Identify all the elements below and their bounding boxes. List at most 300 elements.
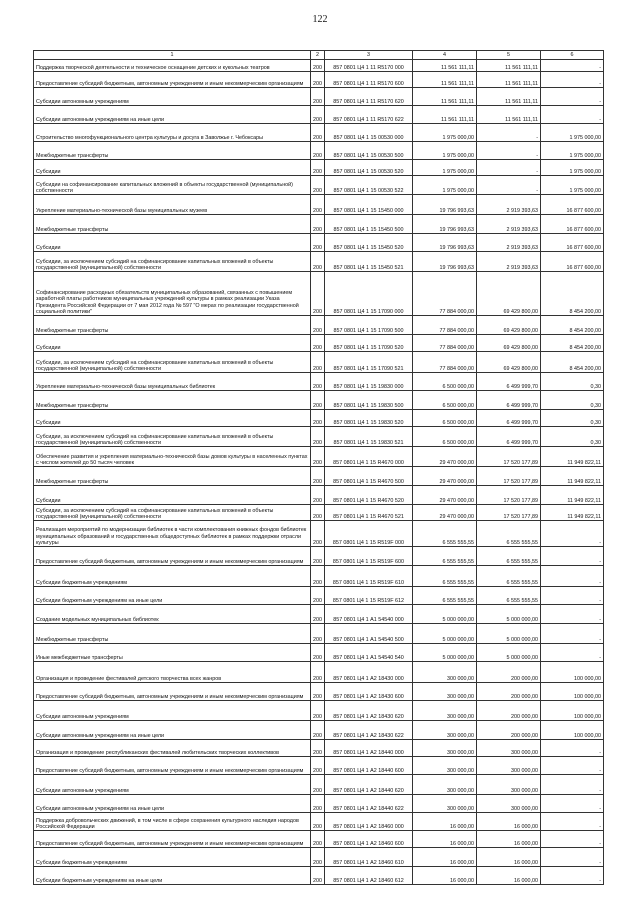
row-amount-col4: 77 884 000,00 — [413, 352, 477, 373]
row-amount-col5: 5 000 000,00 — [477, 605, 541, 624]
row-description: Организация и проведение республиканских фестивалей любительских творческих коллективов — [34, 740, 311, 757]
row-classification-code: 857 0801 Ц4 1 A1 54540 000 — [325, 605, 413, 624]
page-number: 122 — [312, 14, 328, 25]
row-section-code: 200 — [311, 624, 325, 644]
row-amount-col6: 0,30 — [541, 427, 604, 447]
row-amount-col6: - — [541, 740, 604, 757]
row-description: Организация и проведение фестивалей детского творчества всех жанров — [34, 662, 311, 683]
row-amount-col4: 16 000,00 — [413, 867, 477, 885]
table-row — [34, 124, 604, 142]
row-amount-col4: 300 000,00 — [413, 721, 477, 740]
table-body — [34, 60, 604, 885]
row-classification-code: 857 0801 Ц4 1 A2 18460 000 — [325, 813, 413, 831]
row-classification-code: 857 0801 Ц4 1 15 00530 522 — [325, 176, 413, 195]
row-classification-code: 857 0801 Ц4 1 A2 18440 600 — [325, 757, 413, 775]
row-amount-col6: - — [541, 644, 604, 662]
row-amount-col6: 100 000,00 — [541, 683, 604, 701]
row-classification-code: 857 0801 Ц4 1 15 R519F 600 — [325, 547, 413, 566]
row-description: Субсидии на софинансирование капитальных вложений в объекты государственной (муниципальной) собственности — [34, 176, 311, 195]
row-amount-col4: 19 796 993,63 — [413, 252, 477, 272]
row-section-code: 200 — [311, 848, 325, 867]
table-row — [34, 60, 604, 72]
row-description: Субсидии, за исключением субсидий на софинансирование капитальных вложений в объекты государственной (муниципальной) собственности — [34, 352, 311, 373]
row-amount-col6: 16 877 600,00 — [541, 252, 604, 272]
row-amount-col4: 29 470 000,00 — [413, 447, 477, 467]
row-amount-col6: 16 877 600,00 — [541, 234, 604, 252]
row-amount-col6: - — [541, 72, 604, 88]
table-row — [34, 252, 604, 272]
row-classification-code: 857 0801 Ц4 1 15 19830 520 — [325, 410, 413, 427]
table-row — [34, 813, 604, 831]
table-row — [34, 605, 604, 624]
row-classification-code: 857 0801 Ц4 1 15 19830 000 — [325, 373, 413, 391]
row-amount-col6: - — [541, 60, 604, 72]
table-row — [34, 740, 604, 757]
row-description: Реализация мероприятий по модернизации библиотек в части комплектования книжных фондов библиотек муниципальных образований и государственных общедоступных библиотек в рамках поддержки отрасли культуры — [34, 521, 311, 547]
row-section-code: 200 — [311, 447, 325, 467]
row-description: Межбюджетные трансферты — [34, 391, 311, 410]
row-classification-code: 857 0801 Ц4 1 15 R519F 610 — [325, 566, 413, 587]
row-description: Иные межбюджетные трансферты — [34, 644, 311, 662]
row-amount-col4: 6 500 000,00 — [413, 391, 477, 410]
row-amount-col5: 11 561 111,11 — [477, 60, 541, 72]
row-section-code: 200 — [311, 316, 325, 335]
table-row — [34, 662, 604, 683]
row-section-code: 200 — [311, 831, 325, 848]
row-amount-col5: 6 555 555,55 — [477, 547, 541, 566]
row-description: Обеспечение развития и укрепления материально-технической базы домов культуры в населенных пунктах с числом жителей до 50 тысяч человек — [34, 447, 311, 467]
row-amount-col6: - — [541, 813, 604, 831]
row-section-code: 200 — [311, 335, 325, 352]
row-section-code: 200 — [311, 160, 325, 176]
table-row — [34, 391, 604, 410]
row-section-code: 200 — [311, 701, 325, 721]
row-amount-col6: - — [541, 605, 604, 624]
column-header-3: 3 — [325, 51, 413, 60]
row-section-code: 200 — [311, 521, 325, 547]
row-amount-col4: 19 796 993,63 — [413, 195, 477, 215]
table-row — [34, 624, 604, 644]
row-amount-col6: 0,30 — [541, 391, 604, 410]
row-amount-col5: 16 000,00 — [477, 867, 541, 885]
row-amount-col6: - — [541, 867, 604, 885]
row-amount-col4: 77 884 000,00 — [413, 272, 477, 316]
table-row — [34, 352, 604, 373]
budget-table — [33, 50, 604, 885]
row-amount-col5: 200 000,00 — [477, 683, 541, 701]
row-amount-col5: 300 000,00 — [477, 740, 541, 757]
table-row — [34, 775, 604, 795]
row-amount-col4: 29 470 000,00 — [413, 467, 477, 486]
row-amount-col5: 16 000,00 — [477, 831, 541, 848]
row-section-code: 200 — [311, 60, 325, 72]
row-description: Субсидии бюджетным учреждениям на иные цели — [34, 867, 311, 885]
row-amount-col6: - — [541, 521, 604, 547]
row-amount-col4: 19 796 993,63 — [413, 215, 477, 234]
row-classification-code: 857 0801 Ц4 1 A2 18430 620 — [325, 701, 413, 721]
row-classification-code: 857 0801 Ц4 1 15 R4670 520 — [325, 486, 413, 505]
row-amount-col6: - — [541, 88, 604, 106]
row-amount-col6: 16 877 600,00 — [541, 195, 604, 215]
row-classification-code: 857 0801 Ц4 1 A1 54540 500 — [325, 624, 413, 644]
row-amount-col4: 11 561 111,11 — [413, 106, 477, 124]
table-row — [34, 867, 604, 885]
row-amount-col6: 1 975 000,00 — [541, 124, 604, 142]
row-amount-col4: 77 884 000,00 — [413, 316, 477, 335]
row-amount-col5: 6 555 555,55 — [477, 521, 541, 547]
row-amount-col4: 300 000,00 — [413, 701, 477, 721]
row-amount-col5: 11 561 111,11 — [477, 88, 541, 106]
row-classification-code: 857 0801 Ц4 1 A2 18440 620 — [325, 775, 413, 795]
row-amount-col4: 11 561 111,11 — [413, 60, 477, 72]
row-description: Субсидии автономным учреждениям — [34, 88, 311, 106]
row-amount-col5: 17 520 177,89 — [477, 486, 541, 505]
column-header-6: 6 — [541, 51, 604, 60]
table-row — [34, 335, 604, 352]
table-row — [34, 176, 604, 195]
row-section-code: 200 — [311, 721, 325, 740]
row-amount-col6: 8 454 200,00 — [541, 335, 604, 352]
row-section-code: 200 — [311, 547, 325, 566]
row-classification-code: 857 0801 Ц4 1 11 R5170 600 — [325, 72, 413, 88]
row-section-code: 200 — [311, 486, 325, 505]
row-amount-col6: 11 949 822,11 — [541, 505, 604, 521]
row-section-code: 200 — [311, 391, 325, 410]
row-amount-col6: 11 949 822,11 — [541, 486, 604, 505]
row-classification-code: 857 0801 Ц4 1 15 R4670 000 — [325, 447, 413, 467]
row-classification-code: 857 0801 Ц4 1 A2 18430 000 — [325, 662, 413, 683]
row-classification-code: 857 0801 Ц4 1 15 15450 000 — [325, 195, 413, 215]
row-amount-col5: 69 429 800,00 — [477, 352, 541, 373]
row-classification-code: 857 0801 Ц4 1 15 17090 000 — [325, 272, 413, 316]
table-row — [34, 106, 604, 124]
row-section-code: 200 — [311, 176, 325, 195]
row-description: Предоставление субсидий бюджетным, автономным учреждениям и иным некоммерческим организациям — [34, 547, 311, 566]
row-amount-col4: 6 555 555,55 — [413, 566, 477, 587]
row-amount-col4: 29 470 000,00 — [413, 486, 477, 505]
table-row — [34, 644, 604, 662]
row-section-code: 200 — [311, 215, 325, 234]
row-section-code: 200 — [311, 234, 325, 252]
row-amount-col5: 6 555 555,55 — [477, 566, 541, 587]
row-amount-col4: 19 796 993,63 — [413, 234, 477, 252]
row-description: Субсидии автономным учреждениям — [34, 701, 311, 721]
row-amount-col5: 17 520 177,89 — [477, 447, 541, 467]
row-section-code: 200 — [311, 142, 325, 160]
row-description: Субсидии, за исключением субсидий на софинансирование капитальных вложений в объекты государственной (муниципальной) собственности — [34, 427, 311, 447]
row-amount-col6: 1 975 000,00 — [541, 142, 604, 160]
table-row — [34, 757, 604, 775]
row-amount-col5: 6 499 999,70 — [477, 391, 541, 410]
row-description: Субсидии — [34, 234, 311, 252]
row-amount-col5: 2 919 393,63 — [477, 234, 541, 252]
row-amount-col4: 300 000,00 — [413, 662, 477, 683]
row-section-code: 200 — [311, 683, 325, 701]
table-row — [34, 88, 604, 106]
row-classification-code: 857 0801 Ц4 1 11 R5170 622 — [325, 106, 413, 124]
row-description: Межбюджетные трансферты — [34, 467, 311, 486]
row-amount-col6: - — [541, 624, 604, 644]
row-section-code: 200 — [311, 605, 325, 624]
row-section-code: 200 — [311, 373, 325, 391]
row-section-code: 200 — [311, 867, 325, 885]
row-section-code: 200 — [311, 795, 325, 813]
row-amount-col4: 29 470 000,00 — [413, 505, 477, 521]
column-header-1: 1 — [34, 51, 311, 60]
row-amount-col6: 8 454 200,00 — [541, 272, 604, 316]
row-section-code: 200 — [311, 352, 325, 373]
row-description: Предоставление субсидий бюджетным, автономным учреждениям и иным некоммерческим организациям — [34, 831, 311, 848]
row-classification-code: 857 0801 Ц4 1 15 00530 520 — [325, 160, 413, 176]
row-amount-col6: 100 000,00 — [541, 662, 604, 683]
row-amount-col5: 16 000,00 — [477, 813, 541, 831]
table-row — [34, 195, 604, 215]
table-row — [34, 142, 604, 160]
row-section-code: 200 — [311, 72, 325, 88]
row-description: Субсидии, за исключением субсидий на софинансирование капитальных вложений в объекты государственной (муниципальной) собственности — [34, 252, 311, 272]
row-amount-col5: - — [477, 176, 541, 195]
table-row — [34, 447, 604, 467]
row-description: Укрепление материально-технической базы муниципальных музеев — [34, 195, 311, 215]
row-amount-col4: 6 500 000,00 — [413, 427, 477, 447]
row-amount-col4: 1 975 000,00 — [413, 142, 477, 160]
row-description: Субсидии автономным учреждениям на иные цели — [34, 106, 311, 124]
table-row — [34, 215, 604, 234]
row-section-code: 200 — [311, 813, 325, 831]
row-section-code: 200 — [311, 644, 325, 662]
table-row — [34, 848, 604, 867]
row-amount-col4: 6 555 555,55 — [413, 521, 477, 547]
row-amount-col4: 300 000,00 — [413, 795, 477, 813]
row-description: Субсидии, за исключением субсидий на софинансирование капитальных вложений в объекты государственной (муниципальной) собственности — [34, 505, 311, 521]
row-amount-col5: 300 000,00 — [477, 775, 541, 795]
row-amount-col6: 11 949 822,11 — [541, 447, 604, 467]
row-amount-col4: 5 000 000,00 — [413, 605, 477, 624]
row-amount-col4: 5 000 000,00 — [413, 624, 477, 644]
row-amount-col6: - — [541, 106, 604, 124]
table-row — [34, 505, 604, 521]
row-amount-col4: 6 500 000,00 — [413, 373, 477, 391]
row-classification-code: 857 0801 Ц4 1 15 19830 500 — [325, 391, 413, 410]
row-amount-col5: - — [477, 124, 541, 142]
row-description: Субсидии автономным учреждениям — [34, 775, 311, 795]
row-section-code: 200 — [311, 124, 325, 142]
row-classification-code: 857 0801 Ц4 1 A2 18460 600 — [325, 831, 413, 848]
row-description: Субсидии — [34, 335, 311, 352]
row-amount-col5: 6 499 999,70 — [477, 427, 541, 447]
column-header-2: 2 — [311, 51, 325, 60]
row-description: Создание модельных муниципальных библиотек — [34, 605, 311, 624]
row-description: Субсидии автономным учреждениям на иные цели — [34, 721, 311, 740]
row-classification-code: 857 0801 Ц4 1 15 15450 520 — [325, 234, 413, 252]
row-section-code: 200 — [311, 757, 325, 775]
row-classification-code: 857 0801 Ц4 1 15 19830 521 — [325, 427, 413, 447]
row-amount-col6: 8 454 200,00 — [541, 352, 604, 373]
row-classification-code: 857 0801 Ц4 1 A1 54540 540 — [325, 644, 413, 662]
table-row — [34, 410, 604, 427]
row-amount-col6: - — [541, 831, 604, 848]
row-amount-col4: 16 000,00 — [413, 848, 477, 867]
row-section-code: 200 — [311, 587, 325, 605]
row-section-code: 200 — [311, 566, 325, 587]
row-classification-code: 857 0801 Ц4 1 15 17090 521 — [325, 352, 413, 373]
row-amount-col5: 6 499 999,70 — [477, 373, 541, 391]
row-amount-col4: 1 975 000,00 — [413, 176, 477, 195]
row-classification-code: 857 0801 Ц4 1 15 R4670 521 — [325, 505, 413, 521]
row-amount-col5: - — [477, 160, 541, 176]
row-classification-code: 857 0801 Ц4 1 A2 18430 622 — [325, 721, 413, 740]
row-amount-col5: 69 429 800,00 — [477, 272, 541, 316]
row-section-code: 200 — [311, 88, 325, 106]
row-amount-col5: 200 000,00 — [477, 721, 541, 740]
row-amount-col6: 1 975 000,00 — [541, 176, 604, 195]
row-description: Межбюджетные трансферты — [34, 624, 311, 644]
row-amount-col5: 11 561 111,11 — [477, 72, 541, 88]
table-row — [34, 831, 604, 848]
row-description: Софинансирование расходных обязательств муниципальных образований, связанных с повышением заработной платы работников муниципальных учреждений культуры в рамках реализации Указа Президента Российской Федерации от 7 мая 2012 года № 597 "О мерах по реализации государственной социальной политики" — [34, 272, 311, 316]
row-amount-col4: 6 500 000,00 — [413, 410, 477, 427]
row-section-code: 200 — [311, 410, 325, 427]
row-amount-col5: 300 000,00 — [477, 757, 541, 775]
row-description: Поддержка добровольческих движений, в том числе в сфере сохранения культурного наследия народов Российской Федерации — [34, 813, 311, 831]
row-classification-code: 857 0801 Ц4 1 A2 18430 600 — [325, 683, 413, 701]
row-description: Межбюджетные трансферты — [34, 142, 311, 160]
row-amount-col4: 16 000,00 — [413, 831, 477, 848]
row-amount-col4: 300 000,00 — [413, 757, 477, 775]
table-row — [34, 272, 604, 316]
table-row — [34, 566, 604, 587]
row-amount-col5: 11 561 111,11 — [477, 106, 541, 124]
row-classification-code: 857 0801 Ц4 1 15 17090 500 — [325, 316, 413, 335]
table-row — [34, 795, 604, 813]
row-amount-col4: 300 000,00 — [413, 775, 477, 795]
table-row — [34, 234, 604, 252]
table-row — [34, 701, 604, 721]
row-section-code: 200 — [311, 740, 325, 757]
row-amount-col4: 11 561 111,11 — [413, 72, 477, 88]
row-classification-code: 857 0801 Ц4 1 15 15450 500 — [325, 215, 413, 234]
column-header-5: 5 — [477, 51, 541, 60]
row-classification-code: 857 0801 Ц4 1 A2 18440 000 — [325, 740, 413, 757]
row-classification-code: 857 0801 Ц4 1 11 R5170 000 — [325, 60, 413, 72]
row-amount-col4: 16 000,00 — [413, 813, 477, 831]
table-row — [34, 721, 604, 740]
row-amount-col6: 100 000,00 — [541, 721, 604, 740]
table-row — [34, 373, 604, 391]
row-amount-col6: 1 975 000,00 — [541, 160, 604, 176]
row-section-code: 200 — [311, 195, 325, 215]
row-description: Предоставление субсидий бюджетным, автономным учреждениям и иным некоммерческим организациям — [34, 72, 311, 88]
row-amount-col6: - — [541, 587, 604, 605]
row-amount-col5: 17 520 177,89 — [477, 467, 541, 486]
row-amount-col6: 0,30 — [541, 410, 604, 427]
row-classification-code: 857 0801 Ц4 1 15 15450 521 — [325, 252, 413, 272]
row-description: Субсидии бюджетным учреждениям — [34, 566, 311, 587]
row-description: Субсидии автономным учреждениям на иные цели — [34, 795, 311, 813]
row-amount-col4: 300 000,00 — [413, 740, 477, 757]
row-amount-col6: 16 877 600,00 — [541, 215, 604, 234]
column-header-4: 4 — [413, 51, 477, 60]
row-amount-col5: 69 429 800,00 — [477, 335, 541, 352]
row-amount-col5: 2 919 393,63 — [477, 195, 541, 215]
row-amount-col4: 5 000 000,00 — [413, 644, 477, 662]
row-section-code: 200 — [311, 252, 325, 272]
row-amount-col6: 100 000,00 — [541, 701, 604, 721]
table-row — [34, 72, 604, 88]
row-description: Субсидии — [34, 410, 311, 427]
row-amount-col5: 5 000 000,00 — [477, 644, 541, 662]
table-row — [34, 521, 604, 547]
row-amount-col6: - — [541, 547, 604, 566]
row-amount-col6: - — [541, 848, 604, 867]
row-amount-col6: - — [541, 566, 604, 587]
row-amount-col4: 11 561 111,11 — [413, 88, 477, 106]
row-classification-code: 857 0801 Ц4 1 15 17090 520 — [325, 335, 413, 352]
row-amount-col5: 2 919 393,63 — [477, 215, 541, 234]
row-description: Субсидии бюджетным учреждениям на иные цели — [34, 587, 311, 605]
row-description: Межбюджетные трансферты — [34, 215, 311, 234]
row-amount-col5: 6 499 999,70 — [477, 410, 541, 427]
row-amount-col5: 200 000,00 — [477, 701, 541, 721]
table-row — [34, 427, 604, 447]
row-classification-code: 857 0801 Ц4 1 11 R5170 620 — [325, 88, 413, 106]
row-section-code: 200 — [311, 662, 325, 683]
row-section-code: 200 — [311, 505, 325, 521]
row-amount-col6: - — [541, 757, 604, 775]
table-row — [34, 683, 604, 701]
row-classification-code: 857 0801 Ц4 1 A2 18460 610 — [325, 848, 413, 867]
row-amount-col6: 11 949 822,11 — [541, 467, 604, 486]
row-section-code: 200 — [311, 467, 325, 486]
row-classification-code: 857 0801 Ц4 1 15 00530 500 — [325, 142, 413, 160]
row-classification-code: 857 0801 Ц4 1 15 R4670 500 — [325, 467, 413, 486]
row-section-code: 200 — [311, 106, 325, 124]
row-classification-code: 857 0801 Ц4 1 15 R519F 000 — [325, 521, 413, 547]
row-amount-col5: 300 000,00 — [477, 795, 541, 813]
table-row — [34, 316, 604, 335]
row-amount-col5: 17 520 177,89 — [477, 505, 541, 521]
row-description: Укрепление материально-технической базы муниципальных библиотек — [34, 373, 311, 391]
row-classification-code: 857 0801 Ц4 1 A2 18460 612 — [325, 867, 413, 885]
row-description: Предоставление субсидий бюджетным, автономным учреждениям и иным некоммерческим организациям — [34, 757, 311, 775]
row-description: Поддержка творческой деятельности и техническое оснащение детских и кукольных театров — [34, 60, 311, 72]
row-amount-col4: 1 975 000,00 — [413, 124, 477, 142]
row-description: Субсидии — [34, 486, 311, 505]
row-description: Субсидии — [34, 160, 311, 176]
row-description: Предоставление субсидий бюджетным, автономным учреждениям и иным некоммерческим организациям — [34, 683, 311, 701]
row-description: Строительство многофункционального центра культуры и досуга в Заволжье г. Чебоксары — [34, 124, 311, 142]
row-amount-col5: 6 555 555,55 — [477, 587, 541, 605]
row-description: Субсидии бюджетным учреждениям — [34, 848, 311, 867]
row-section-code: 200 — [311, 427, 325, 447]
row-section-code: 200 — [311, 775, 325, 795]
row-amount-col6: 0,30 — [541, 373, 604, 391]
row-classification-code: 857 0801 Ц4 1 A2 18440 622 — [325, 795, 413, 813]
table-row — [34, 547, 604, 566]
row-amount-col6: - — [541, 795, 604, 813]
row-amount-col5: 5 000 000,00 — [477, 624, 541, 644]
row-amount-col4: 77 884 000,00 — [413, 335, 477, 352]
table-header-row — [34, 51, 604, 60]
row-amount-col5: 2 919 393,63 — [477, 252, 541, 272]
row-amount-col4: 1 975 000,00 — [413, 160, 477, 176]
row-amount-col5: 69 429 800,00 — [477, 316, 541, 335]
row-classification-code: 857 0801 Ц4 1 15 R519F 612 — [325, 587, 413, 605]
row-amount-col5: - — [477, 142, 541, 160]
row-amount-col4: 300 000,00 — [413, 683, 477, 701]
row-amount-col4: 6 555 555,55 — [413, 547, 477, 566]
table-row — [34, 160, 604, 176]
